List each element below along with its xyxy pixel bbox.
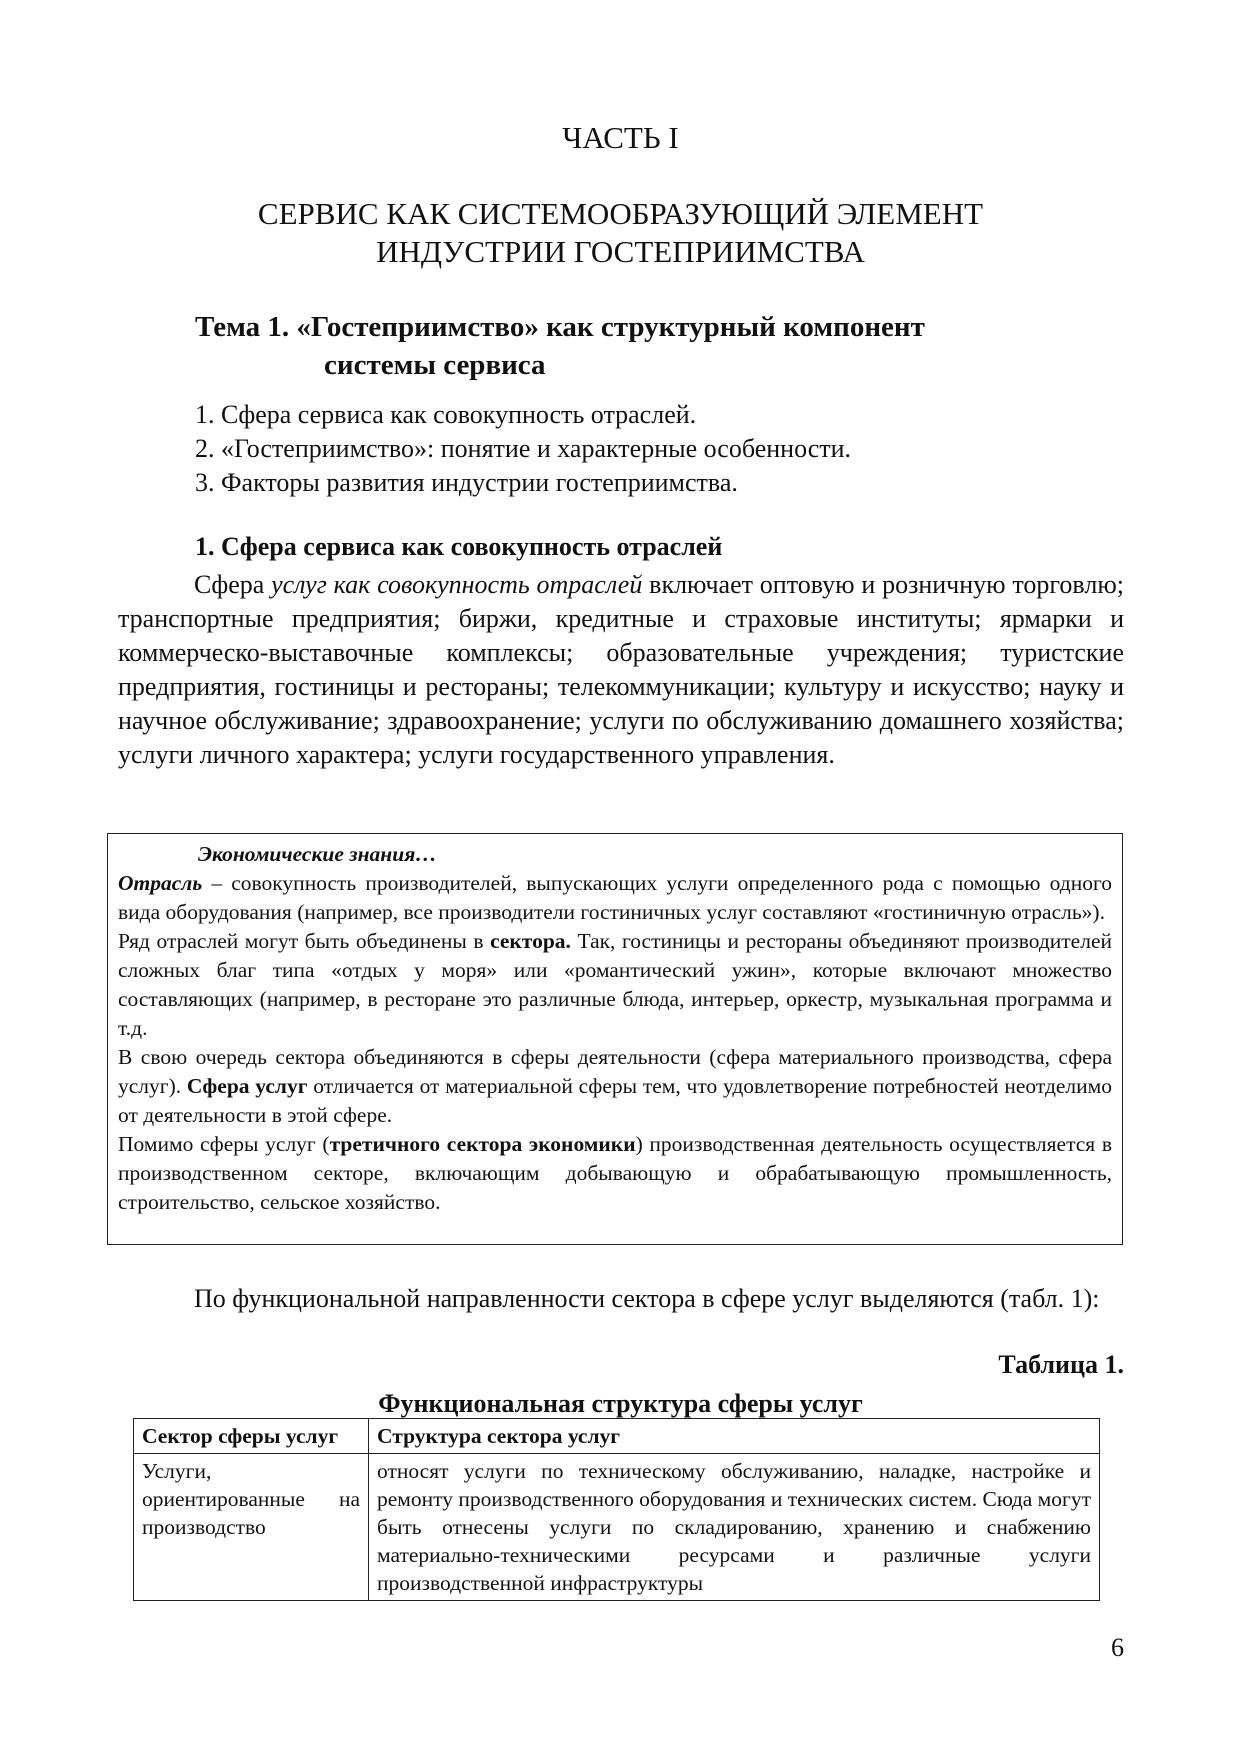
table-label: Таблица 1. [998,1350,1124,1379]
intro-rest: включает оптовую и розничную торговлю; транспортные предприятия; биржи, кредитные и страховые институты; ярмарки и коммерческо-выставочные комплексы; образовательные учреждения; туристские предприятия, гостиницы и рестораны; телекоммуникации; культуру и искусство; науку и научное обслуживание; здравоохранение; услуги по обслуживанию домашнего хозяйства; услуги личного характера; услуги государственного управления. [118,570,1124,769]
infobox-text: отличается от материальной сферы тем, что удовлетворение потребностей неотделимо от деятельности в этой сфере. [118,1074,1113,1127]
outline-item: 1. Сфера сервиса как совокупность отраслей. [195,400,697,429]
table-header-row [134,1419,1100,1454]
table-row [134,1454,1100,1601]
outline-item: 2. «Гостеприимство»: понятие и характерные особенности. [195,434,852,463]
infobox-text: Так, гостиницы и рестораны объединяют производителей сложных благ типа «отдых у моря» или «романтический ужин», которые включают множество составляющих (например, в ресторане это различные блюда, интерьер, оркестр, музыкальная программа и т.д. [118,929,1112,1040]
subsection-heading: 1. Сфера сервиса как совокупность отраслей [195,532,723,561]
table-intro-paragraph: По функциональной направленности сектора в сфере услуг выделяются (табл. 1): [194,1284,1100,1313]
infobox-text: Ряд отраслей могут быть объединены в [118,929,491,953]
infobox-bold: сектора. [490,929,571,953]
topic-title-line-1: Тема 1. «Гостеприимство» как структурный компонент [195,311,925,343]
infobox-term: Отрасль [118,871,203,895]
infobox-text: Помимо сферы услуг ( [118,1132,330,1156]
infobox-bold: Сфера услуг [186,1074,308,1098]
service-structure-table [133,1418,1100,1601]
infobox-bold: третичного сектора экономики [329,1132,636,1156]
section-title [0,195,1241,271]
infobox-paragraph [118,927,1112,1043]
part-title: ЧАСТЬ I [562,120,679,155]
intro-paragraph [118,568,1124,772]
page-number: 6 [1111,1633,1124,1662]
infobox-text: ) производственная деятельность осуществляется в производственном секторе, включающим добывающую и обрабатывающую промышленность, строительство, сельское хозяйство. [118,1132,1112,1214]
table-cell: Услуги, ориентированные на производство [134,1454,369,1601]
table-header-cell: Структура сектора услуг [369,1419,1100,1454]
economic-knowledge-box [107,833,1123,1245]
infobox-paragraph [118,1043,1112,1130]
infobox-text: – совокупность производителей, выпускающих услуги определенного рода с помощью одного вида оборудования (например, все производители гостиничных услуг составляют «гостиничную отрасль»). [118,871,1112,924]
topic-title-line-2: системы сервиса [324,349,546,381]
infobox-paragraph [118,1130,1112,1217]
infobox-paragraph [118,869,1112,927]
outline-item: 3. Факторы развития индустрии гостеприимства. [195,468,738,497]
topic-outline [195,398,1095,500]
infobox-title: Экономические знания… [198,842,437,866]
topic-title [195,308,1095,384]
section-title-line-2: ИНДУСТРИИ ГОСТЕПРИИМСТВА [376,234,865,269]
section-title-line-1: СЕРВИС КАК СИСТЕМООБРАЗУЮЩИЙ ЭЛЕМЕНТ [257,196,984,231]
table-header-cell: Сектор сферы услуг [134,1419,369,1454]
table-cell: относят услуги по техническому обслуживанию, наладке, настройке и ремонту производственного оборудования и технических систем. Сюда могут быть отнесены услуги по складированию, хранению и снабжению материально-техническими ресурсами и различные услуги производственной инфраструктуры [369,1454,1100,1601]
infobox-text: В свою очередь сектора объединяются в сферы деятельности (сфера материального производства, сфера услуг). [118,1045,1112,1098]
intro-lead: Сфера [194,570,272,599]
intro-italic: услуг как совокупность отраслей [271,570,643,599]
table-title: Функциональная структура сферы услуг [378,1389,863,1418]
